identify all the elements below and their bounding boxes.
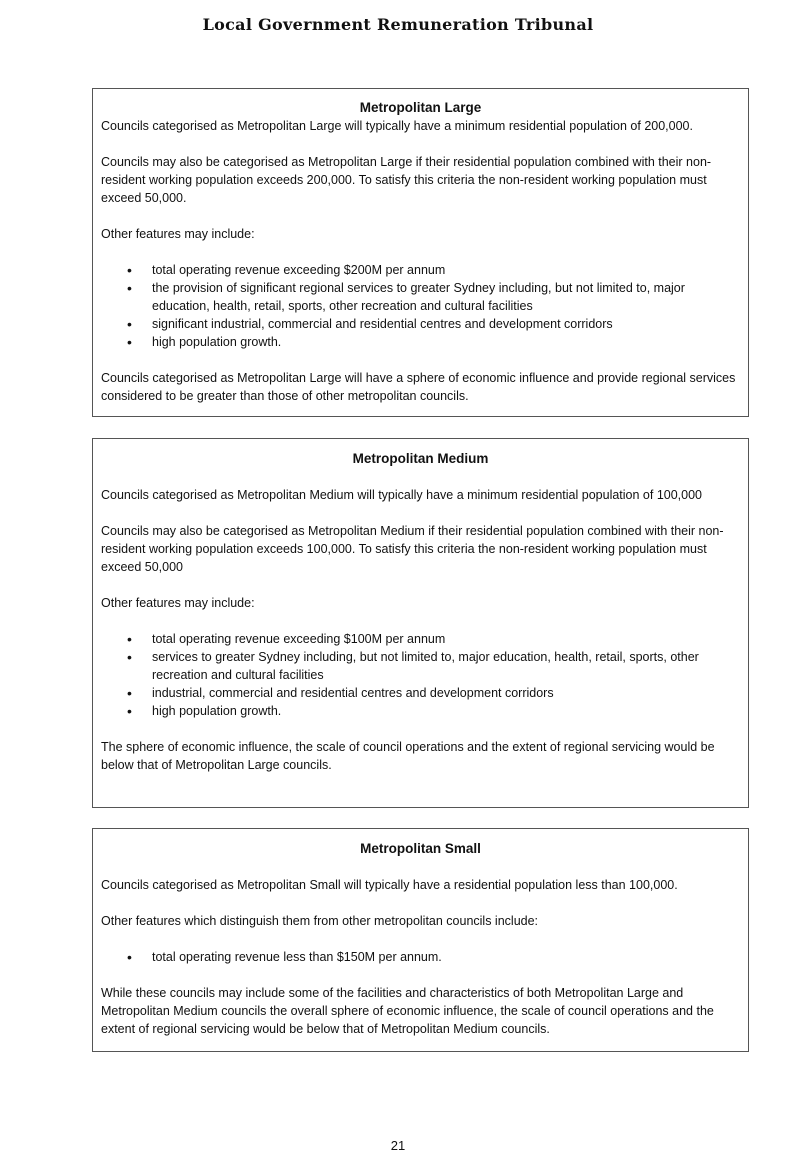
features-list xyxy=(101,630,740,720)
section-intro: Councils categorised as Metropolitan Large will typically have a minimum residential population of 200,000. xyxy=(101,119,693,133)
list-item: • significant industrial, commercial and residential centres and development corridors xyxy=(101,315,740,333)
features-list xyxy=(101,261,740,351)
section-intro: Councils categorised as Metropolitan Small will typically have a residential population less than 100,000. xyxy=(101,878,678,892)
list-item: • high population growth. xyxy=(101,702,740,720)
document-header-title: Local Government Remuneration Tribunal xyxy=(202,15,594,34)
section-title: Metropolitan Small xyxy=(360,841,481,856)
features-label: Other features may include: xyxy=(101,227,255,241)
features-list xyxy=(101,948,740,966)
section-metropolitan-medium xyxy=(92,438,749,808)
list-item: • services to greater Sydney including, but not limited to, major education, health, retail, sports, other recreation and cultural facilities xyxy=(101,648,740,684)
list-item: • industrial, commercial and residential centres and development corridors xyxy=(101,684,740,702)
section-title: Metropolitan Large xyxy=(359,100,482,115)
section-closing: While these councils may include some of the facilities and characteristics of both Metropolitan Large and Metropolitan Medium councils the overall sphere of economic influence, the scale of council operations and the extent of regional servicing would be below that of Metropolitan Medium councils. xyxy=(101,986,714,1036)
section-title: Metropolitan Medium xyxy=(352,451,489,466)
features-label: Other features may include: xyxy=(101,596,255,610)
section-paragraph: Councils may also be categorised as Metropolitan Large if their residential population combined with their non-resident working population exceeds 200,000. To satisfy this criteria the non-resident working population must exceed 50,000. xyxy=(101,155,712,205)
list-item: • total operating revenue exceeding $200M per annum xyxy=(101,261,740,279)
list-item: • high population growth. xyxy=(101,333,740,351)
list-item: • total operating revenue exceeding $100M per annum xyxy=(101,630,740,648)
page-number: 21 xyxy=(390,1138,406,1153)
list-item: • the provision of significant regional services to greater Sydney including, but not limited to, major education, health, retail, sports, other recreation and cultural facilities xyxy=(101,279,740,315)
list-item: • total operating revenue less than $150M per annum. xyxy=(101,948,740,966)
section-closing: The sphere of economic influence, the scale of council operations and the extent of regional servicing would be below that of Metropolitan Large councils. xyxy=(101,740,715,772)
section-metropolitan-small xyxy=(92,828,749,1052)
section-paragraph: Councils may also be categorised as Metropolitan Medium if their residential population combined with their non-resident working population exceeds 100,000. To satisfy this criteria the non-resident working population must exceed 50,000 xyxy=(101,524,724,574)
section-metropolitan-large xyxy=(92,88,749,417)
features-label: Other features which distinguish them from other metropolitan councils include: xyxy=(101,914,539,928)
section-closing: Councils categorised as Metropolitan Large will have a sphere of economic influence and provide regional services considered to be greater than those of other metropolitan councils. xyxy=(101,371,736,403)
section-intro: Councils categorised as Metropolitan Medium will typically have a minimum residential population of 100,000 xyxy=(101,488,703,502)
